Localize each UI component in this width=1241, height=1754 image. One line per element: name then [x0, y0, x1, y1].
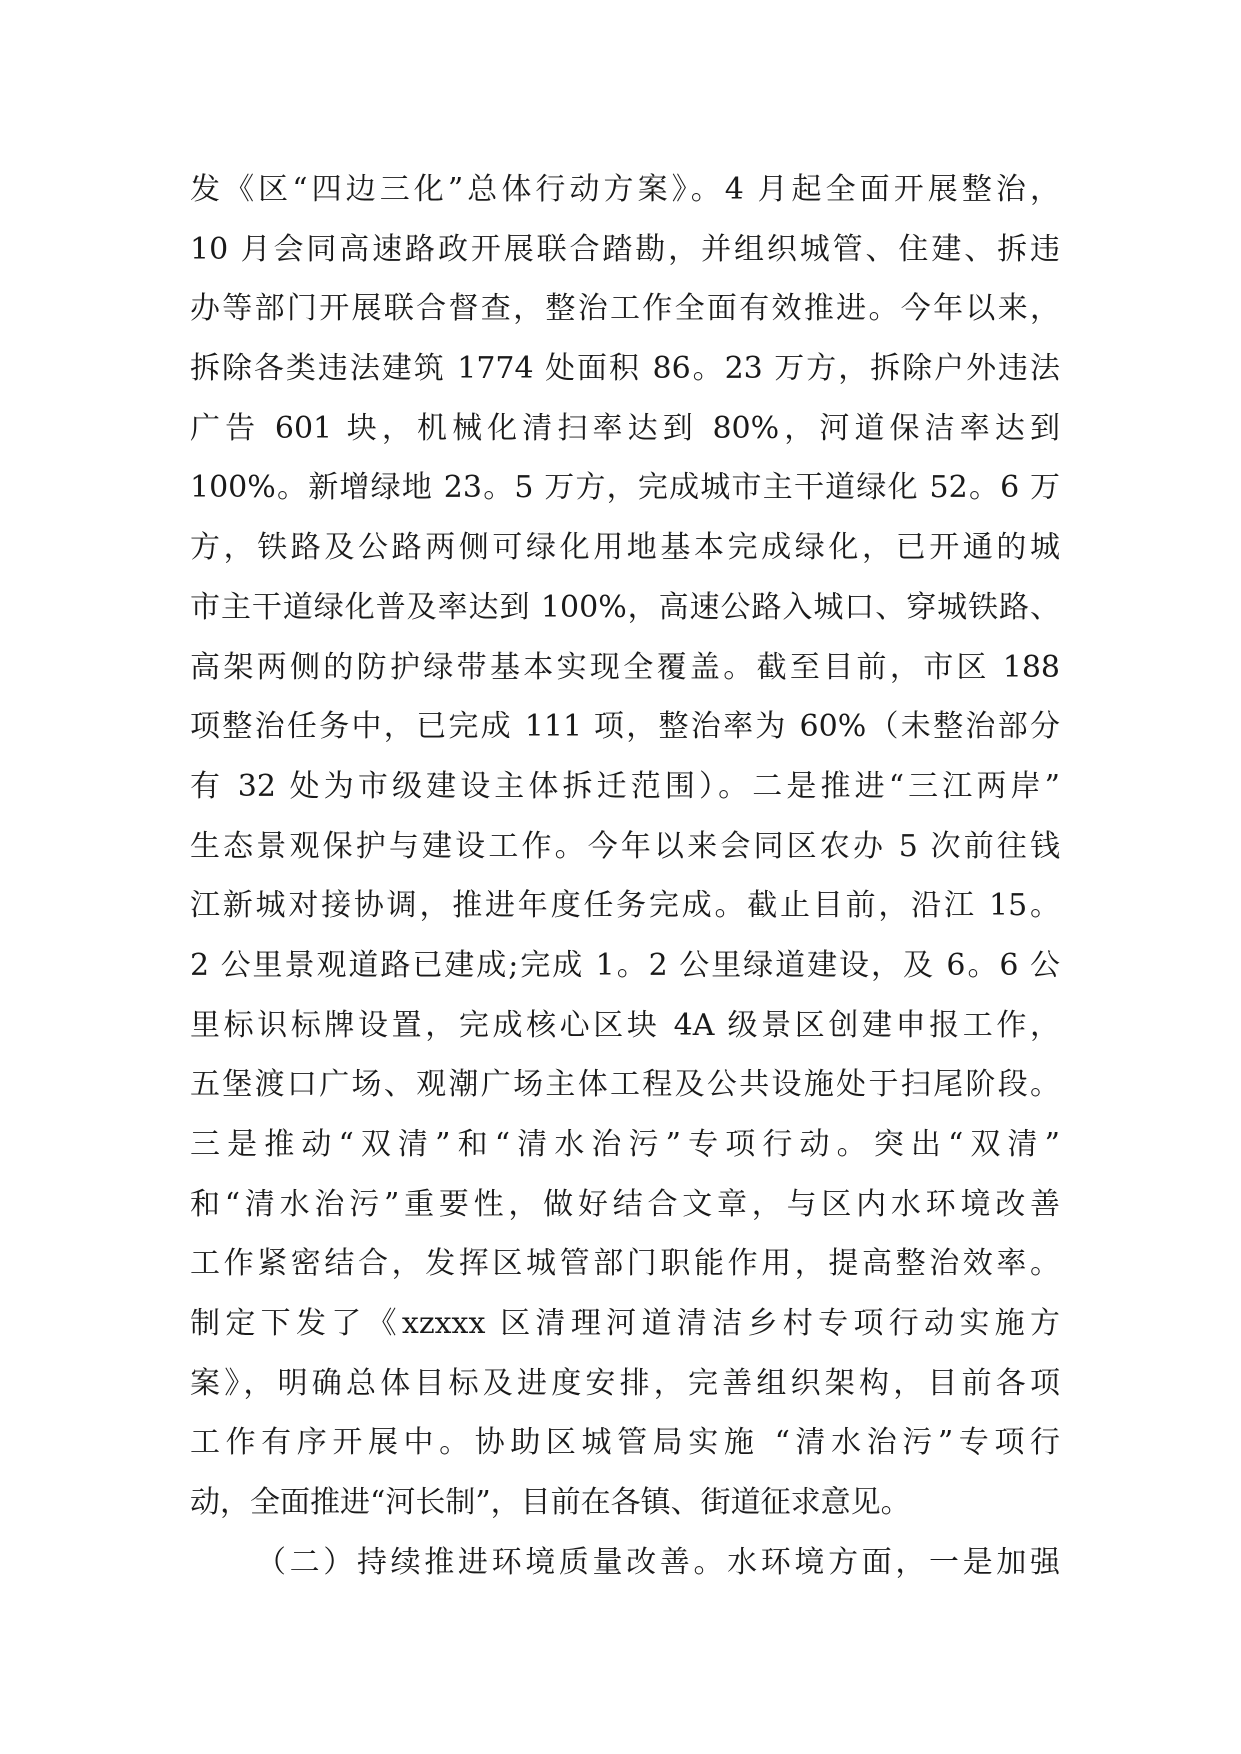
text-line: 市主干道绿化普及率达到 100%，高速公路入城口、穿城铁路、: [190, 589, 1060, 625]
text-line: 有 32 处为市级建设主体拆迁范围）。二是推进“三江两岸”: [190, 768, 1060, 804]
text-line: 2 公里景观道路已建成;完成 1。2 公里绿道建设，及 6。6 公: [190, 947, 1060, 983]
text-line: 案》，明确总体目标及进度安排，完善组织架构，目前各项: [190, 1365, 1060, 1401]
text-line: 三是推动“双清”和“清水治污”专项行动。突出“双清”: [190, 1127, 1060, 1162]
text-line: 办等部门开展联合督查，整治工作全面有效推进。今年以来，: [190, 291, 1060, 327]
section-heading-line: （二）持续推进环境质量改善。水环境方面，一是加强: [256, 1544, 1060, 1580]
text-line: 10 月会同高速路政开展联合踏勘，并组织城管、住建、拆违: [190, 231, 1060, 267]
text-line: 制定下发了《xzxxx 区清理河道清洁乡村专项行动实施方: [190, 1306, 1060, 1342]
text-line: 工作有序开展中。协助区城管局实施 “清水治污”专项行: [190, 1425, 1060, 1461]
text-line: 广告 601 块，机械化清扫率达到 80%，河道保洁率达到: [190, 410, 1060, 446]
text-line: 生态景观保护与建设工作。今年以来会同区农办 5 次前往钱: [190, 828, 1060, 864]
text-line: 工作紧密结合，发挥区城管部门职能作用，提高整治效率。: [190, 1246, 1060, 1282]
text-line: 和“清水治污”重要性，做好结合文章，与区内水环境改善: [190, 1186, 1060, 1222]
text-line: 高架两侧的防护绿带基本实现全覆盖。截至目前，市区 188: [190, 649, 1060, 685]
text-line: 拆除各类违法建筑 1774 处面积 86。23 万方，拆除户外违法: [190, 351, 1060, 387]
body-text: [190, 160, 1060, 1593]
text-line: 方，铁路及公路两侧可绿化用地基本完成绿化，已开通的城: [190, 530, 1060, 566]
text-line: 里标识标牌设置，完成核心区块 4A 级景区创建申报工作，: [190, 1007, 1060, 1043]
text-line: 项整治任务中，已完成 111 项，整治率为 60%（未整治部分: [190, 709, 1060, 745]
paragraph-end-line: 动，全面推进“河长制”，目前在各镇、街道征求意见。: [190, 1485, 911, 1521]
text-line: 江新城对接协调，推进年度任务完成。截止目前，沿江 15。: [190, 888, 1060, 924]
text-line: 发《区“四边三化”总体行动方案》。4 月起全面开展整治，: [190, 172, 1060, 207]
text-line: 100%。新增绿地 23。5 万方，完成城市主干道绿化 52。6 万: [190, 470, 1060, 506]
text-line: 五堡渡口广场、观潮广场主体工程及公共设施处于扫尾阶段。: [190, 1067, 1060, 1103]
